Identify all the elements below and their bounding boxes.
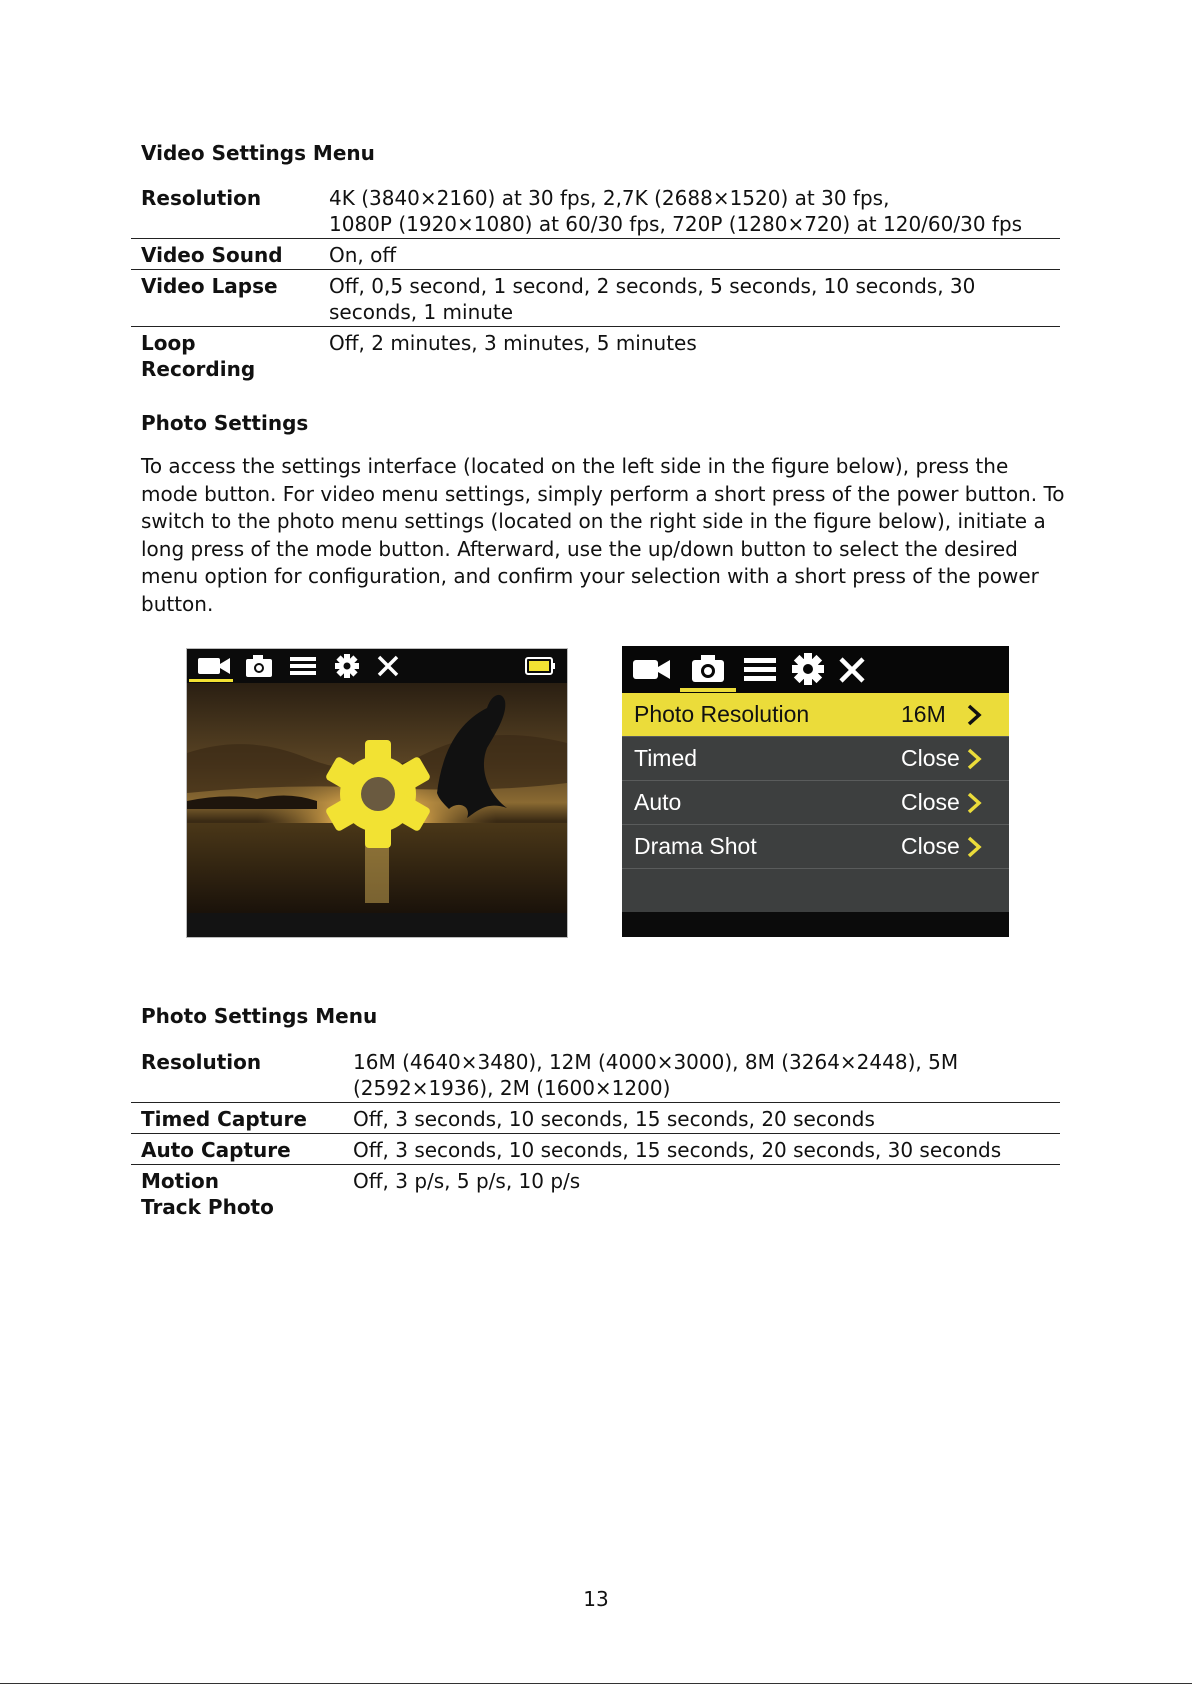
- camera-settings-screen: [186, 648, 568, 938]
- sunset-dolphin-background: [187, 683, 567, 913]
- setting-name: Timed Capture: [131, 1103, 343, 1134]
- close-icon: [375, 653, 401, 679]
- menu-row-auto[interactable]: [622, 781, 1009, 824]
- menu-row-value: Close: [901, 833, 960, 859]
- setting-name-line: Loop: [141, 331, 196, 355]
- menu-row-photo-resolution[interactable]: [622, 693, 1009, 736]
- chevron-right-icon: [966, 792, 982, 814]
- menu-row-label: Drama Shot: [634, 833, 757, 859]
- menu-row-timed[interactable]: [622, 737, 1009, 780]
- photo-settings-table: [131, 1046, 1060, 1221]
- photo-settings-title: Photo Settings: [141, 411, 309, 435]
- setting-name: Auto Capture: [131, 1134, 343, 1165]
- gear-icon[interactable]: [790, 652, 826, 686]
- setting-name: Motion Track Photo: [131, 1165, 343, 1222]
- menu-icon[interactable]: [742, 654, 778, 684]
- table-row: [131, 182, 1060, 239]
- page-bottom-border: [0, 1683, 1192, 1684]
- video-settings-table: [131, 182, 1060, 383]
- table-row: [131, 1046, 1060, 1103]
- setting-values: 16M (4640×3480), 12M (4000×3000), 8M (3264×2448), 5M (2592×1936), 2M (1600×1200): [353, 1050, 959, 1100]
- active-tab-indicator: [189, 679, 233, 682]
- battery-icon: [525, 656, 557, 676]
- screen-bottom-bar: [187, 913, 567, 937]
- table-row: [131, 239, 1060, 270]
- setting-name: Resolution: [141, 186, 262, 210]
- photo-camera-icon: [245, 653, 273, 679]
- menu-row-value: Close: [901, 789, 960, 815]
- setting-values: [319, 182, 1060, 239]
- chevron-right-icon: [966, 748, 982, 770]
- setting-name: Video Sound: [131, 239, 319, 270]
- video-settings-menu-title: Video Settings Menu: [141, 141, 375, 165]
- setting-name: Video Lapse: [131, 270, 319, 327]
- settings-gear-icon: [322, 738, 434, 850]
- setting-values: Off, 3 p/s, 5 p/s, 10 p/s: [343, 1165, 1060, 1222]
- table-row: [131, 270, 1060, 327]
- gear-icon: [333, 653, 361, 679]
- menu-row-drama-shot[interactable]: [622, 825, 1009, 868]
- photo-settings-menu-title: Photo Settings Menu: [141, 1004, 378, 1028]
- menu-row-empty: [622, 869, 1009, 912]
- setting-value-line: 1080P (1920×1080) at 60/30 fps, 720P (1280×720) at 120/60/30 fps: [329, 212, 1023, 236]
- setting-values: Off, 3 seconds, 10 seconds, 15 seconds, 20 seconds, 30 seconds: [343, 1134, 1060, 1165]
- chevron-right-icon: [966, 704, 982, 726]
- close-icon[interactable]: [836, 654, 868, 686]
- table-row: [131, 1165, 1060, 1222]
- setting-value-line: 4K (3840×2160) at 30 fps, 2,7K (2688×1520) at 30 fps,: [329, 186, 890, 210]
- video-camera-icon[interactable]: [632, 654, 672, 684]
- table-row: [131, 1134, 1060, 1165]
- photo-settings-paragraph: To access the settings interface (located on the left side in the figure below), press the mode button. For video menu settings, simply perform a short press of the power button. To switch to the photo menu settings (located on the right side in the figure below), initiate a long press of the mode button. Afterward, use the up/down button to select the desired menu option for configuration, and confirm your selection with a short press of the power button.: [141, 454, 1065, 616]
- menu-row-label: Auto: [634, 789, 682, 815]
- setting-values: Off, 0,5 second, 1 second, 2 seconds, 5 seconds, 10 seconds, 30 seconds, 1 minute: [319, 270, 1060, 327]
- menu-row-value: 16M: [901, 701, 946, 727]
- photo-menu-screen: [622, 646, 1009, 937]
- table-row: [131, 327, 1060, 384]
- photo-camera-icon[interactable]: [690, 652, 726, 684]
- menu-icon: [289, 653, 317, 679]
- page-number: 13: [583, 1587, 609, 1611]
- setting-values: Off, 2 minutes, 3 minutes, 5 minutes: [319, 327, 1060, 384]
- chevron-right-icon: [966, 836, 982, 858]
- camera-mode-bar: [187, 649, 567, 683]
- menu-row-label: Photo Resolution: [634, 701, 810, 727]
- setting-name: [131, 327, 319, 384]
- setting-name: Resolution: [141, 1050, 262, 1074]
- menu-row-label: Timed: [634, 745, 698, 771]
- table-row: [131, 1103, 1060, 1134]
- setting-values: Off, 3 seconds, 10 seconds, 15 seconds, 20 seconds: [343, 1103, 1060, 1134]
- active-tab-indicator: [680, 688, 736, 692]
- camera-mode-bar: [622, 646, 1009, 693]
- setting-name-line: Recording: [141, 357, 256, 381]
- video-camera-icon: [197, 653, 233, 679]
- menu-row-value: Close: [901, 745, 960, 771]
- setting-values: On, off: [319, 239, 1060, 270]
